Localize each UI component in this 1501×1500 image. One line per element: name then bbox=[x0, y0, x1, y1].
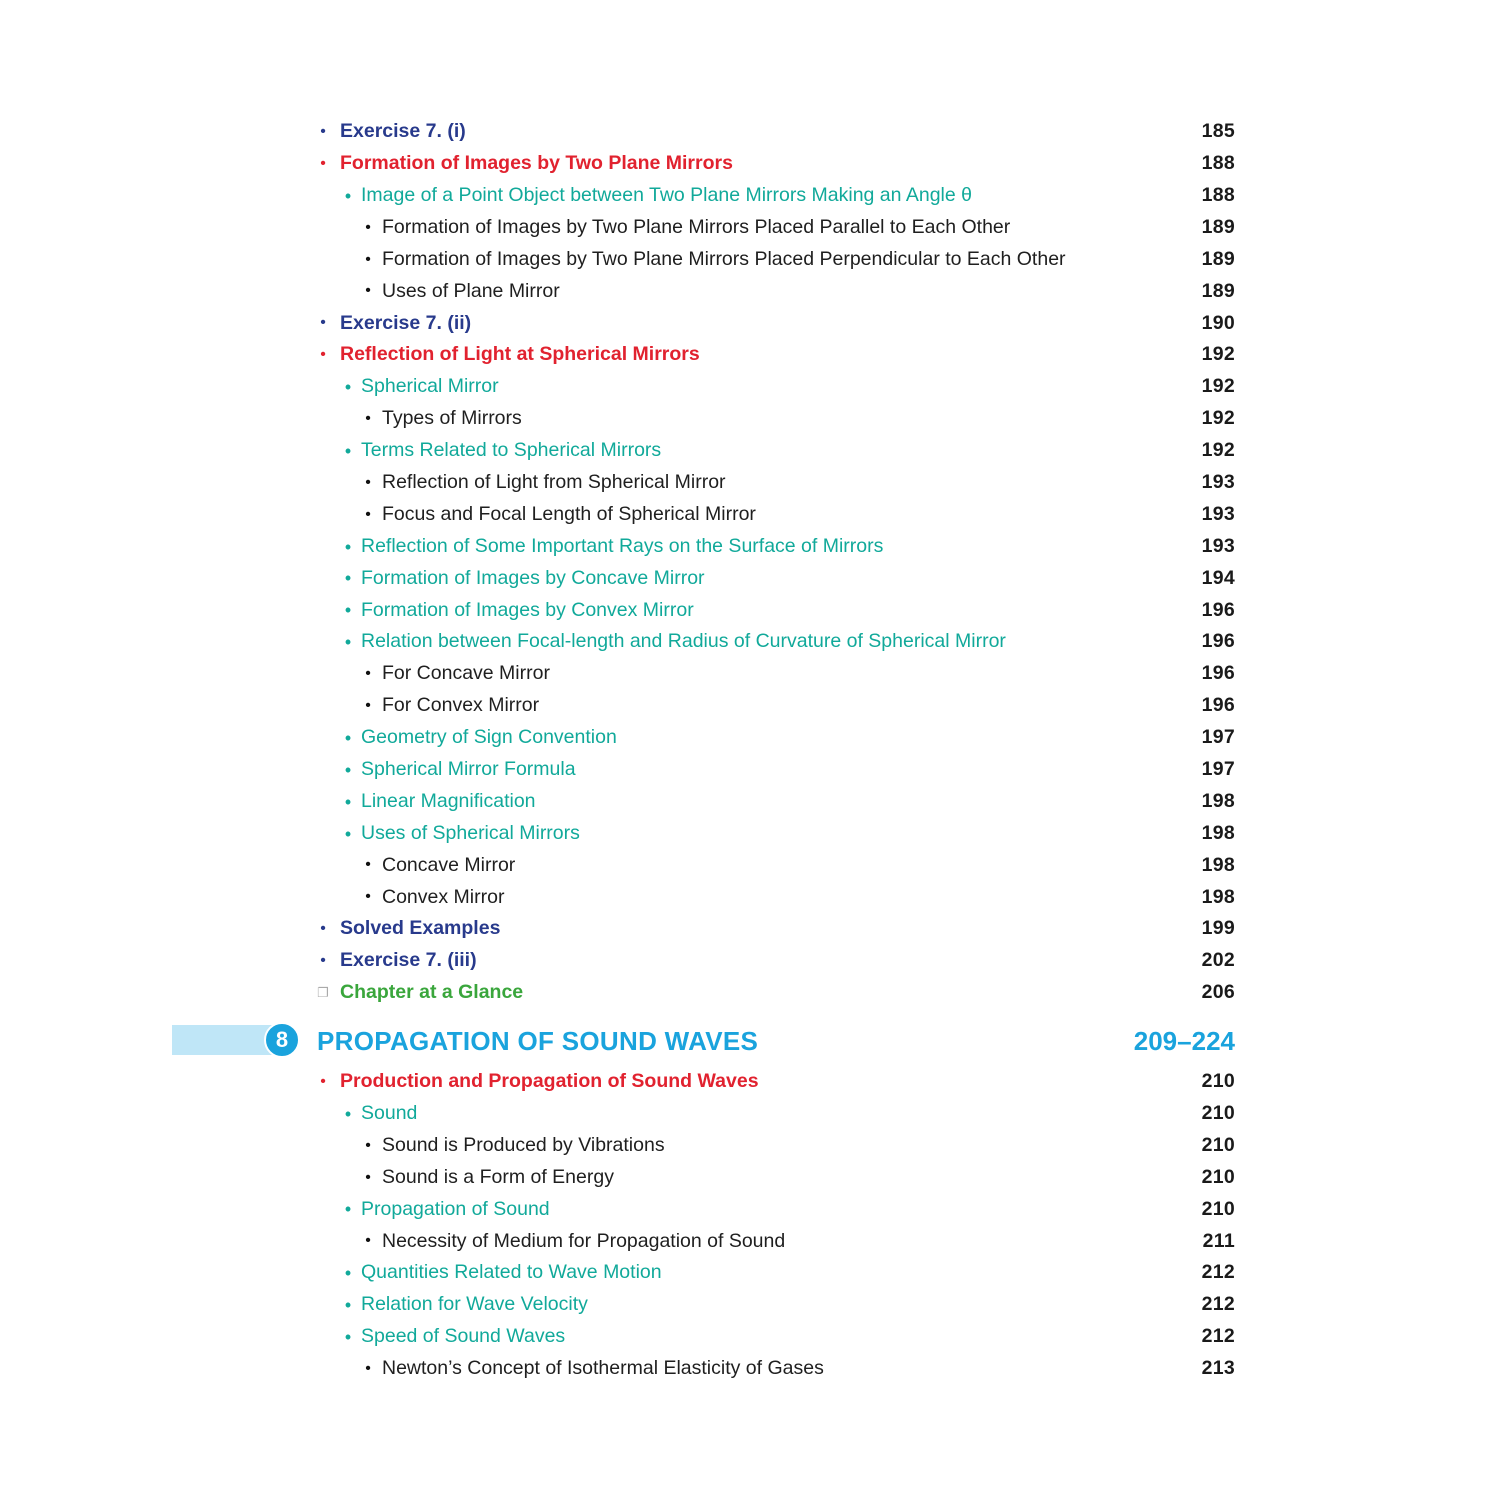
bullet-icon: • bbox=[365, 473, 371, 491]
toc-entry-title: Production and Propagation of Sound Waves bbox=[340, 1070, 759, 1093]
toc-entry bbox=[0, 849, 1501, 881]
toc-entry bbox=[0, 244, 1501, 276]
bullet-icon: • bbox=[365, 1136, 371, 1154]
bullet-icon: • bbox=[320, 122, 326, 140]
toc-entry-title: Propagation of Sound bbox=[361, 1197, 550, 1220]
chapter-8-heading bbox=[0, 1014, 1501, 1064]
toc-entry-page: 189 bbox=[1201, 215, 1235, 238]
bullet-icon: • bbox=[344, 536, 352, 557]
toc-entry-page: 188 bbox=[1201, 152, 1235, 175]
bullet-icon: • bbox=[320, 920, 326, 938]
toc-entry-title: Formation of Images by Two Plane Mirrors bbox=[340, 152, 733, 175]
toc-entry-page: 198 bbox=[1201, 821, 1235, 844]
toc-entry-title: Concave Mirror bbox=[382, 853, 516, 876]
bullet-icon: • bbox=[365, 1359, 371, 1377]
toc-entry bbox=[0, 499, 1501, 531]
toc-entry-page: 185 bbox=[1201, 120, 1235, 143]
toc-entry-page: 210 bbox=[1201, 1197, 1235, 1220]
toc-entry bbox=[0, 977, 1501, 1009]
chapter-8-entries bbox=[0, 1066, 1501, 1385]
bullet-icon: • bbox=[365, 696, 371, 714]
toc-entry bbox=[0, 1130, 1501, 1162]
bullet-icon: • bbox=[320, 1072, 326, 1090]
toc-entry-page: 196 bbox=[1201, 630, 1235, 653]
toc-entry-page: 192 bbox=[1201, 343, 1235, 366]
toc-entry-page: 206 bbox=[1201, 981, 1235, 1004]
toc-entry bbox=[0, 1321, 1501, 1353]
toc-entry-page: 212 bbox=[1201, 1261, 1235, 1284]
toc-entry-page: 210 bbox=[1201, 1133, 1235, 1156]
toc-entry-title: Formation of Images by Two Plane Mirrors Placed Parallel to Each Other bbox=[382, 215, 1011, 238]
toc-entry-title: Sound is Produced by Vibrations bbox=[382, 1133, 665, 1156]
toc-entry-page: 192 bbox=[1201, 407, 1235, 430]
toc-entry bbox=[0, 1289, 1501, 1321]
bullet-icon: • bbox=[344, 1295, 352, 1316]
bullet-icon: • bbox=[344, 185, 352, 206]
bullet-icon: • bbox=[344, 791, 352, 812]
toc-entry-page: 196 bbox=[1201, 694, 1235, 717]
toc-entry-title: Exercise 7. (iii) bbox=[340, 949, 477, 972]
toc-entry-title: Formation of Images by Concave Mirror bbox=[361, 566, 705, 589]
toc-entry-title: Reflection of Some Important Rays on the Surface of Mirrors bbox=[361, 534, 884, 557]
toc-entry-title: For Convex Mirror bbox=[382, 694, 540, 717]
toc-entry-page: 192 bbox=[1201, 439, 1235, 462]
toc-entry bbox=[0, 818, 1501, 850]
toc-entry bbox=[0, 786, 1501, 818]
toc-entry-page: 194 bbox=[1201, 566, 1235, 589]
toc-entry bbox=[0, 722, 1501, 754]
bullet-icon: • bbox=[365, 282, 371, 300]
toc-entry bbox=[0, 1225, 1501, 1257]
toc-entry-page: 193 bbox=[1201, 470, 1235, 493]
toc-entry bbox=[0, 562, 1501, 594]
toc-entry-title: Uses of Plane Mirror bbox=[382, 279, 560, 302]
bullet-icon: • bbox=[344, 727, 352, 748]
toc-entry bbox=[0, 180, 1501, 212]
toc-entry bbox=[0, 881, 1501, 913]
toc-entry-title: Geometry of Sign Convention bbox=[361, 726, 617, 749]
toc-entry-title: Speed of Sound Waves bbox=[361, 1325, 566, 1348]
toc-entry-page: 210 bbox=[1201, 1165, 1235, 1188]
toc-entry bbox=[0, 1353, 1501, 1385]
toc-entry-page: 198 bbox=[1201, 853, 1235, 876]
bullet-icon: • bbox=[344, 440, 352, 461]
table-of-contents bbox=[0, 116, 1501, 1385]
toc-entry-title: Uses of Spherical Mirrors bbox=[361, 821, 580, 844]
toc-entry bbox=[0, 594, 1501, 626]
toc-entry-title: Necessity of Medium for Propagation of Sound bbox=[382, 1229, 786, 1252]
toc-entry bbox=[0, 1194, 1501, 1226]
chapter-band bbox=[172, 1025, 276, 1055]
bullet-icon: • bbox=[344, 1103, 352, 1124]
chapter-7-entries bbox=[0, 116, 1501, 1009]
chapter-title: PROPAGATION OF SOUND WAVES bbox=[317, 1025, 759, 1056]
toc-entry-title: Image of a Point Object between Two Plane Mirrors Making an Angle θ bbox=[361, 183, 972, 206]
toc-entry bbox=[0, 148, 1501, 180]
toc-entry bbox=[0, 116, 1501, 148]
bullet-icon: • bbox=[344, 377, 352, 398]
bullet-icon: • bbox=[344, 600, 352, 621]
toc-entry-page: 189 bbox=[1201, 247, 1235, 270]
bullet-icon: • bbox=[320, 346, 326, 364]
toc-entry-page: 188 bbox=[1201, 183, 1235, 206]
toc-entry bbox=[0, 531, 1501, 563]
bullet-icon: • bbox=[320, 952, 326, 970]
toc-entry bbox=[0, 658, 1501, 690]
toc-entry-title: Focus and Focal Length of Spherical Mirror bbox=[382, 502, 756, 525]
toc-entry bbox=[0, 275, 1501, 307]
toc-entry-title: Spherical Mirror Formula bbox=[361, 758, 576, 780]
toc-entry-page: 190 bbox=[1201, 311, 1235, 334]
toc-entry-title: Terms Related to Spherical Mirrors bbox=[361, 439, 662, 462]
toc-entry-page: 198 bbox=[1201, 789, 1235, 812]
toc-entry bbox=[0, 913, 1501, 945]
toc-entry-title: Solved Examples bbox=[340, 917, 501, 940]
bullet-icon: • bbox=[344, 1263, 352, 1284]
bullet-icon: • bbox=[365, 1232, 371, 1250]
toc-entry-page: 213 bbox=[1201, 1357, 1235, 1380]
bullet-icon: • bbox=[365, 1168, 371, 1186]
toc-entry bbox=[0, 403, 1501, 435]
toc-entry bbox=[0, 212, 1501, 244]
toc-entry-title: Sound bbox=[361, 1102, 418, 1125]
toc-entry-page: 210 bbox=[1201, 1070, 1235, 1093]
toc-entry bbox=[0, 1257, 1501, 1289]
toc-entry-page: 212 bbox=[1201, 1293, 1235, 1316]
toc-entry-title: For Concave Mirror bbox=[382, 662, 550, 685]
toc-entry-title: Spherical Mirror bbox=[361, 375, 499, 398]
toc-entry bbox=[0, 307, 1501, 339]
toc-entry-title: Reflection of Light from Spherical Mirror bbox=[382, 470, 726, 493]
toc-entry-title: Sound is a Form of Energy bbox=[382, 1165, 614, 1188]
toc-entry-page: 202 bbox=[1201, 949, 1235, 972]
bullet-icon: • bbox=[344, 823, 352, 844]
toc-entry bbox=[0, 339, 1501, 371]
toc-entry-title: Formation of Images by Two Plane Mirrors Placed Perpendicular to Each Other bbox=[382, 247, 1066, 270]
toc-entry-page: 210 bbox=[1201, 1102, 1235, 1125]
bullet-icon: • bbox=[365, 888, 371, 906]
bullet-icon: • bbox=[365, 665, 371, 683]
toc-entry-page: 211 bbox=[1202, 1229, 1235, 1252]
bullet-icon: • bbox=[365, 409, 371, 427]
chapter-number-badge: 8 bbox=[264, 1022, 300, 1058]
toc-entry-page: 197 bbox=[1201, 726, 1235, 749]
toc-entry-page: 198 bbox=[1201, 885, 1235, 908]
toc-entry-page: 196 bbox=[1201, 662, 1235, 685]
toc-entry-title: Exercise 7. (ii) bbox=[340, 311, 472, 334]
bullet-icon: • bbox=[344, 1327, 352, 1347]
toc-entry bbox=[0, 626, 1501, 658]
bullet-icon: • bbox=[344, 1199, 352, 1220]
bullet-icon: • bbox=[344, 759, 352, 780]
toc-entry-page: 196 bbox=[1201, 598, 1235, 621]
toc-entry bbox=[0, 754, 1501, 786]
toc-entry-title: Formation of Images by Convex Mirror bbox=[361, 598, 694, 621]
toc-entry bbox=[0, 1066, 1501, 1098]
toc-entry-title: Types of Mirrors bbox=[382, 407, 522, 430]
toc-entry-page: 193 bbox=[1201, 502, 1235, 525]
toc-entry-page: 189 bbox=[1201, 279, 1235, 302]
toc-entry-title: Relation for Wave Velocity bbox=[361, 1293, 588, 1316]
toc-entry-page: 192 bbox=[1201, 375, 1235, 398]
toc-entry bbox=[0, 690, 1501, 722]
toc-entry-title: Quantities Related to Wave Motion bbox=[361, 1261, 662, 1284]
toc-entry-title: Chapter at a Glance bbox=[340, 981, 524, 1004]
toc-entry-page: 199 bbox=[1201, 917, 1235, 940]
toc-entry-title: Reflection of Light at Spherical Mirrors bbox=[340, 343, 700, 366]
checkbox-icon: ❐ bbox=[317, 985, 329, 1001]
chapter-page-range: 209–224 bbox=[1133, 1025, 1235, 1056]
toc-entry bbox=[0, 945, 1501, 977]
toc-entry-title: Convex Mirror bbox=[382, 885, 505, 908]
toc-entry bbox=[0, 1162, 1501, 1194]
bullet-icon: • bbox=[365, 218, 371, 236]
toc-entry-page: 212 bbox=[1201, 1325, 1235, 1348]
toc-entry-page: 197 bbox=[1201, 758, 1235, 780]
toc-entry-page: 193 bbox=[1201, 534, 1235, 557]
toc-entry bbox=[0, 371, 1501, 403]
toc-entry bbox=[0, 467, 1501, 499]
toc-entry-title: Relation between Focal-length and Radius of Curvature of Spherical Mirror bbox=[361, 630, 1006, 653]
bullet-icon: • bbox=[320, 314, 326, 332]
bullet-icon: • bbox=[344, 568, 352, 589]
toc-entry-title: Linear Magnification bbox=[361, 789, 536, 812]
toc-entry bbox=[0, 435, 1501, 467]
bullet-icon: • bbox=[365, 856, 371, 874]
bullet-icon: • bbox=[365, 250, 371, 268]
toc-entry-title: Exercise 7. (i) bbox=[340, 120, 466, 143]
bullet-icon: • bbox=[344, 632, 352, 653]
bullet-icon: • bbox=[320, 154, 326, 172]
toc-entry bbox=[0, 1098, 1501, 1130]
bullet-icon: • bbox=[365, 505, 371, 523]
toc-entry-title: Newton’s Concept of Isothermal Elasticity of Gases bbox=[382, 1357, 824, 1380]
